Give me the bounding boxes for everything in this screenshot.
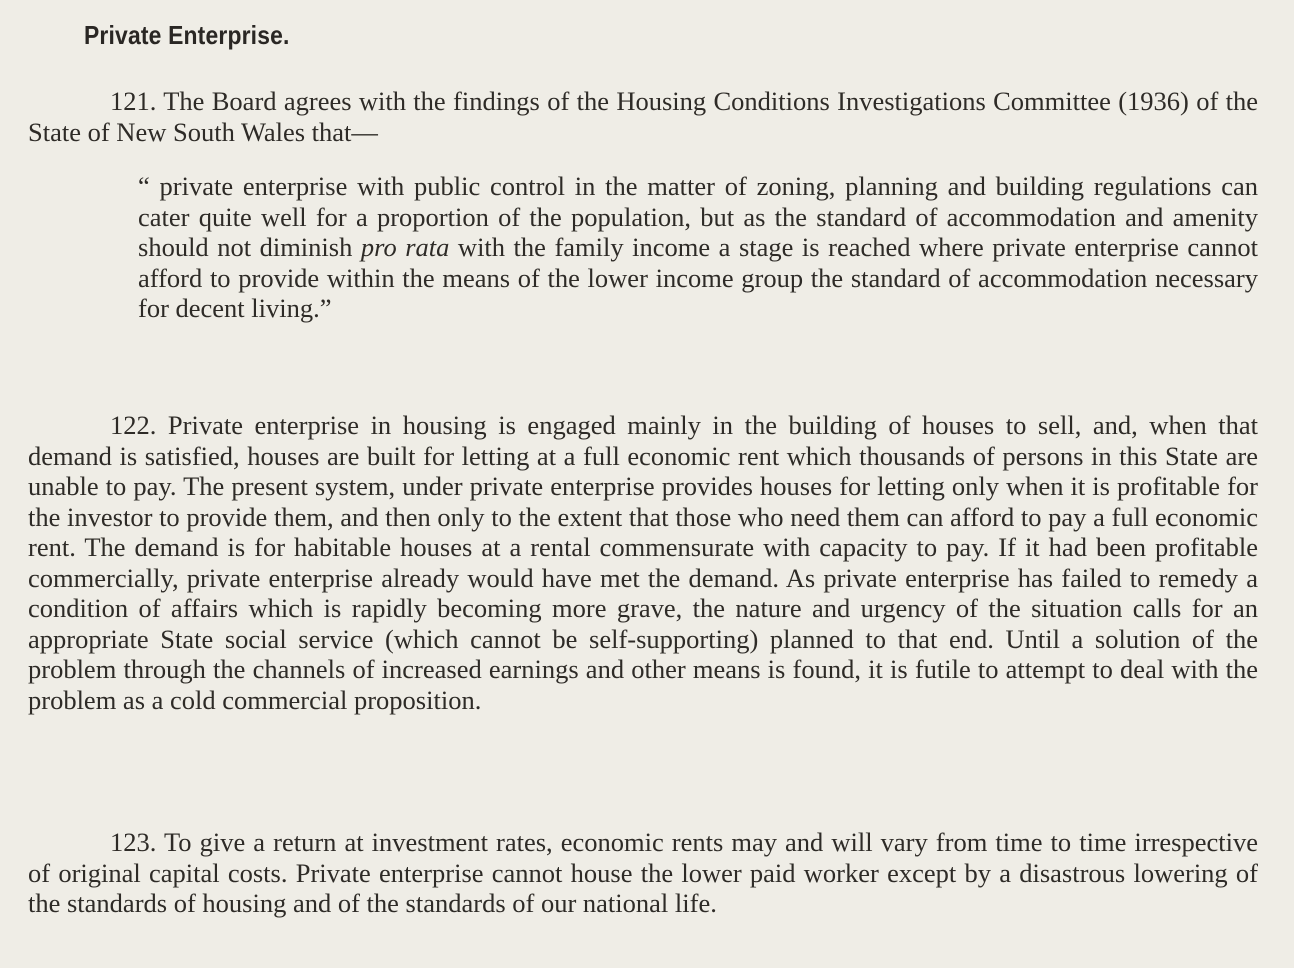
paragraph-122: 122. Private enterprise in housing is engaged mainly in the building of houses to sell, and, when that demand is satisfied, houses are built for letting at a full economic rent which thousands of persons in this State are unable to pay. The present system, under private enterprise provides houses for letting only when it is profitable for the investor to provide them, and then only to the extent that those who need them can afford to pay a full economic rent. The demand is for habitable houses at a rental commensurate with capacity to pay. If it had been profitable commercially, private enterprise already would have met the demand. As private enterprise has failed to remedy a condition of affairs which is rapidly becoming more grave, the nature and urgency of the situation calls for an appropriate State social service (which cannot be self-supporting) planned to that end. Until a solution of the problem through the channels of increased earnings and other means is found, it is futile to attempt to deal with the problem as a cold commercial proposition.	[28, 410, 1258, 715]
paragraph-121: 121. The Board agrees with the findings of the Housing Conditions Investigations Committee (1936) of the State of New South Wales that—	[28, 86, 1258, 147]
quotation-text-before: “ private enterprise with public control in the matter of zoning, planning and building regulations can cater quite well for a proportion of the population, but as the standard of accommodation and amenity should not diminish	[138, 171, 1258, 262]
paragraph-123: 123. To give a return at investment rates, economic rents may and will vary from time to time irrespective of original capital costs. Private enterprise cannot house the lower paid worker except by a disastrous lowering of the standards of housing and of the standards of our national life.	[28, 827, 1258, 918]
quotation-italic-term: pro rata	[360, 232, 450, 262]
section-heading: Private Enterprise.	[84, 20, 290, 50]
quotation-block	[138, 171, 1258, 324]
quotation-text-after: with the family income a stage is reached where private enterprise cannot afford to provide within the means of the lower income group the standard of accommodation necessary for decent living.”	[138, 232, 1258, 323]
